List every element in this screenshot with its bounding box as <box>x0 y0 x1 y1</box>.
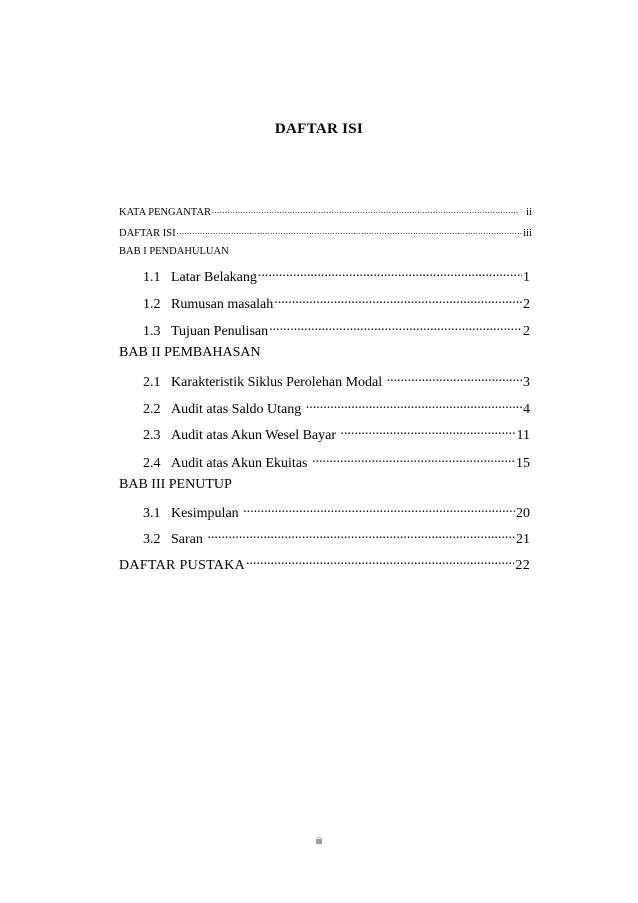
toc-entry-1-3[interactable] <box>143 321 530 340</box>
toc-entry-label: Tujuan Penulisan <box>171 324 269 339</box>
toc-entry-number: 1.2 <box>143 297 161 312</box>
page-title: DAFTAR ISI <box>274 121 364 137</box>
toc-entry-label: Audit atas Saldo Utang <box>171 402 305 417</box>
toc-entry-page: 20 <box>516 506 530 521</box>
toc-entry-page: ii <box>526 206 532 218</box>
toc-entry-label: Saran <box>171 532 207 547</box>
toc-entry-page: iii <box>523 227 532 239</box>
dot-leader <box>207 529 515 543</box>
chapter-heading-bab-1[interactable]: BAB I PENDAHULUAN <box>119 246 229 257</box>
toc-entry-page: 4 <box>523 402 530 417</box>
toc-entry-label: Audit atas Akun Ekuitas <box>171 456 311 471</box>
toc-entry-number: 1.1 <box>143 270 161 285</box>
dot-leader <box>243 503 515 517</box>
toc-entry-number: 1.3 <box>143 324 161 339</box>
toc-entry-2-2[interactable] <box>143 399 530 418</box>
toc-entry-3-1[interactable] <box>143 503 530 522</box>
toc-entry-page: 11 <box>516 428 530 443</box>
toc-entry-page: 1 <box>523 270 530 285</box>
toc-entry-2-1[interactable] <box>143 372 530 391</box>
toc-entry-page: 21 <box>516 532 530 547</box>
toc-entry-number: 3.1 <box>143 506 161 521</box>
dot-leader <box>387 372 522 386</box>
dot-leader <box>306 399 522 413</box>
toc-entry-number: 2.1 <box>143 375 161 390</box>
toc-entry-daftar-pustaka[interactable] <box>119 555 530 574</box>
dot-leader <box>274 294 522 308</box>
toc-entry-2-3[interactable] <box>143 425 530 444</box>
toc-entry-number: 2.4 <box>143 456 161 471</box>
toc-entry-label: KATA PENGANTAR <box>119 206 211 218</box>
toc-entry-label: Audit atas Akun Wesel Bayar <box>171 428 340 443</box>
toc-entry-3-2[interactable] <box>143 529 530 548</box>
toc-entry-kata-pengantar[interactable] <box>119 204 532 218</box>
chapter-heading-bab-2[interactable]: BAB II PEMBAHASAN <box>119 345 261 360</box>
toc-entry-label: DAFTAR ISI <box>119 227 176 239</box>
dot-leader <box>258 267 522 281</box>
toc-entry-page: 2 <box>523 297 530 312</box>
toc-entry-2-4[interactable] <box>143 453 530 472</box>
toc-entry-page: 2 <box>523 324 530 339</box>
dot-leader <box>312 453 515 467</box>
toc-entry-1-1[interactable] <box>143 267 530 286</box>
toc-entry-daftar-isi[interactable] <box>119 225 532 239</box>
toc-entry-page: 3 <box>523 375 530 390</box>
toc-entry-label: Kesimpulan <box>171 506 243 521</box>
toc-entry-number: 3.2 <box>143 532 161 547</box>
toc-entry-label: Latar Belakang <box>171 270 257 285</box>
page-number: iii <box>316 836 322 846</box>
toc-entry-label: Rumusan masalah <box>171 297 274 312</box>
dot-leader <box>269 321 522 335</box>
toc-entry-label: DAFTAR PUSTAKA <box>119 558 246 573</box>
dot-leader <box>177 225 523 236</box>
dot-leader <box>212 204 519 215</box>
toc-entry-1-2[interactable] <box>143 294 530 313</box>
toc-entry-page: 22 <box>515 558 530 573</box>
toc-entry-number: 2.3 <box>143 428 161 443</box>
toc-entry-number: 2.2 <box>143 402 161 417</box>
dot-leader <box>246 555 514 569</box>
chapter-heading-bab-3[interactable]: BAB III PENUTUP <box>119 477 232 492</box>
toc-entry-page: 15 <box>516 456 530 471</box>
toc-entry-label: Karakteristik Siklus Perolehan Modal <box>171 375 386 390</box>
dot-leader <box>341 425 516 439</box>
